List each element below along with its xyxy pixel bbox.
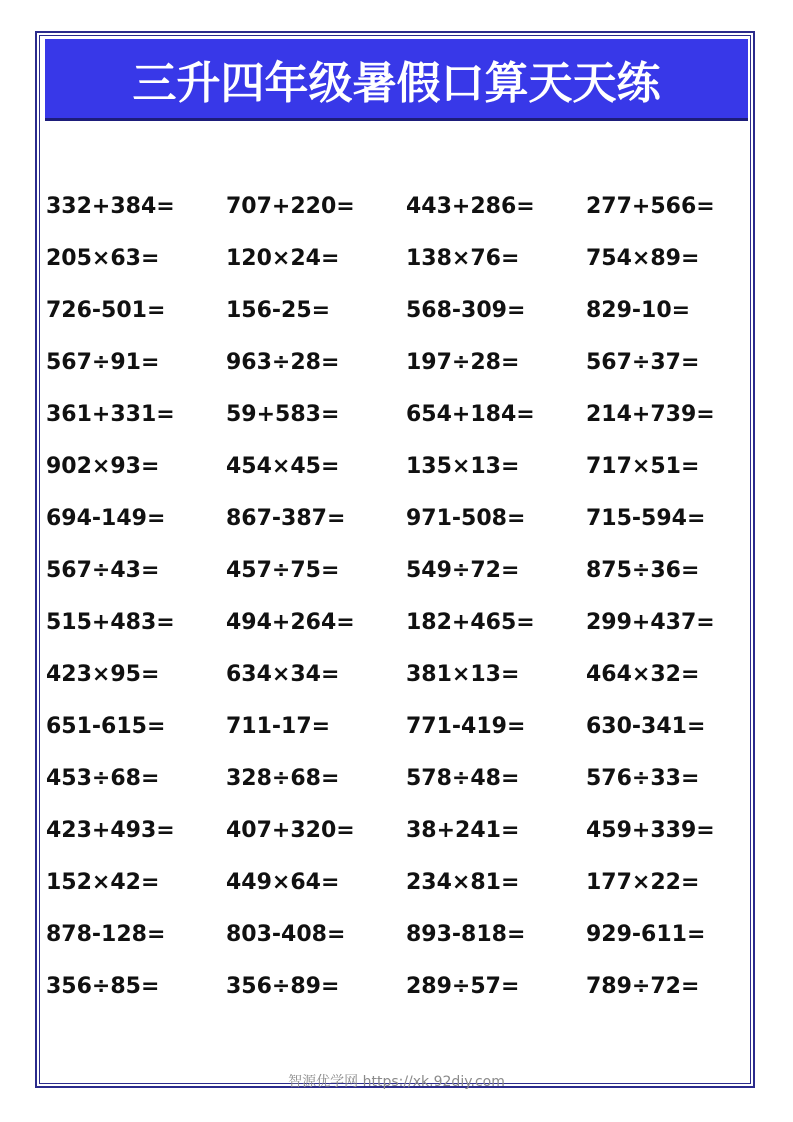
arithmetic-problem: 407+320= (226, 817, 355, 843)
arithmetic-problem: 59+583= (226, 401, 340, 427)
title-banner (45, 39, 748, 121)
arithmetic-problem: 929-611= (586, 921, 706, 947)
arithmetic-problem: 515+483= (46, 609, 175, 635)
arithmetic-problem: 361+331= (46, 401, 175, 427)
arithmetic-problem: 423+493= (46, 817, 175, 843)
arithmetic-problem: 443+286= (406, 193, 535, 219)
arithmetic-problem: 963÷28= (226, 349, 340, 375)
arithmetic-problem: 449×64= (226, 869, 340, 895)
problem-row (46, 284, 766, 336)
arithmetic-problem: 771-419= (406, 713, 526, 739)
arithmetic-problem: 289÷57= (406, 973, 520, 999)
arithmetic-problem: 971-508= (406, 505, 526, 531)
arithmetic-problem: 120×24= (226, 245, 340, 271)
problem-row (46, 180, 766, 232)
arithmetic-problem: 197÷28= (406, 349, 520, 375)
problem-row (46, 960, 766, 1012)
arithmetic-problem: 651-615= (46, 713, 166, 739)
arithmetic-problem: 328÷68= (226, 765, 340, 791)
arithmetic-problem: 177×22= (586, 869, 700, 895)
arithmetic-problem: 717×51= (586, 453, 700, 479)
arithmetic-problem: 459+339= (586, 817, 715, 843)
problem-row (46, 700, 766, 752)
problem-row (46, 648, 766, 700)
arithmetic-problem: 356÷89= (226, 973, 340, 999)
arithmetic-problem: 494+264= (226, 609, 355, 635)
arithmetic-problem: 423×95= (46, 661, 160, 687)
problem-row (46, 232, 766, 284)
arithmetic-problem: 299+437= (586, 609, 715, 635)
arithmetic-problem: 803-408= (226, 921, 346, 947)
arithmetic-problem: 707+220= (226, 193, 355, 219)
problem-row (46, 596, 766, 648)
arithmetic-problem: 234×81= (406, 869, 520, 895)
arithmetic-problem: 277+566= (586, 193, 715, 219)
problem-row (46, 804, 766, 856)
arithmetic-problem: 829-10= (586, 297, 691, 323)
problem-row (46, 908, 766, 960)
arithmetic-problem: 878-128= (46, 921, 166, 947)
arithmetic-problem: 453÷68= (46, 765, 160, 791)
arithmetic-problem: 135×13= (406, 453, 520, 479)
arithmetic-problem: 867-387= (226, 505, 346, 531)
page-title: 三升四年级暑假口算天天练 (132, 57, 661, 109)
problem-row (46, 336, 766, 388)
arithmetic-problem: 381×13= (406, 661, 520, 687)
arithmetic-problem: 568-309= (406, 297, 526, 323)
arithmetic-problem: 634×34= (226, 661, 340, 687)
arithmetic-problem: 38+241= (406, 817, 520, 843)
arithmetic-problem: 457÷75= (226, 557, 340, 583)
arithmetic-problem: 567÷43= (46, 557, 160, 583)
problem-grid (46, 180, 766, 1012)
arithmetic-problem: 454×45= (226, 453, 340, 479)
arithmetic-problem: 138×76= (406, 245, 520, 271)
problem-row (46, 388, 766, 440)
arithmetic-problem: 214+739= (586, 401, 715, 427)
arithmetic-problem: 754×89= (586, 245, 700, 271)
arithmetic-problem: 630-341= (586, 713, 706, 739)
arithmetic-problem: 549÷72= (406, 557, 520, 583)
arithmetic-problem: 715-594= (586, 505, 706, 531)
arithmetic-problem: 902×93= (46, 453, 160, 479)
arithmetic-problem: 464×32= (586, 661, 700, 687)
arithmetic-problem: 578÷48= (406, 765, 520, 791)
problem-row (46, 856, 766, 908)
arithmetic-problem: 156-25= (226, 297, 331, 323)
arithmetic-problem: 332+384= (46, 193, 175, 219)
arithmetic-problem: 789÷72= (586, 973, 700, 999)
arithmetic-problem: 182+465= (406, 609, 535, 635)
arithmetic-problem: 205×63= (46, 245, 160, 271)
problem-row (46, 492, 766, 544)
arithmetic-problem: 576÷33= (586, 765, 700, 791)
footer-watermark: 智源优学网 https://xk.92diy.com (288, 1074, 505, 1090)
arithmetic-problem: 567÷37= (586, 349, 700, 375)
arithmetic-problem: 694-149= (46, 505, 166, 531)
arithmetic-problem: 893-818= (406, 921, 526, 947)
problem-row (46, 440, 766, 492)
arithmetic-problem: 726-501= (46, 297, 166, 323)
problem-row (46, 752, 766, 804)
arithmetic-problem: 567÷91= (46, 349, 160, 375)
arithmetic-problem: 654+184= (406, 401, 535, 427)
problem-row (46, 544, 766, 596)
arithmetic-problem: 152×42= (46, 869, 160, 895)
arithmetic-problem: 875÷36= (586, 557, 700, 583)
arithmetic-problem: 711-17= (226, 713, 331, 739)
arithmetic-problem: 356÷85= (46, 973, 160, 999)
